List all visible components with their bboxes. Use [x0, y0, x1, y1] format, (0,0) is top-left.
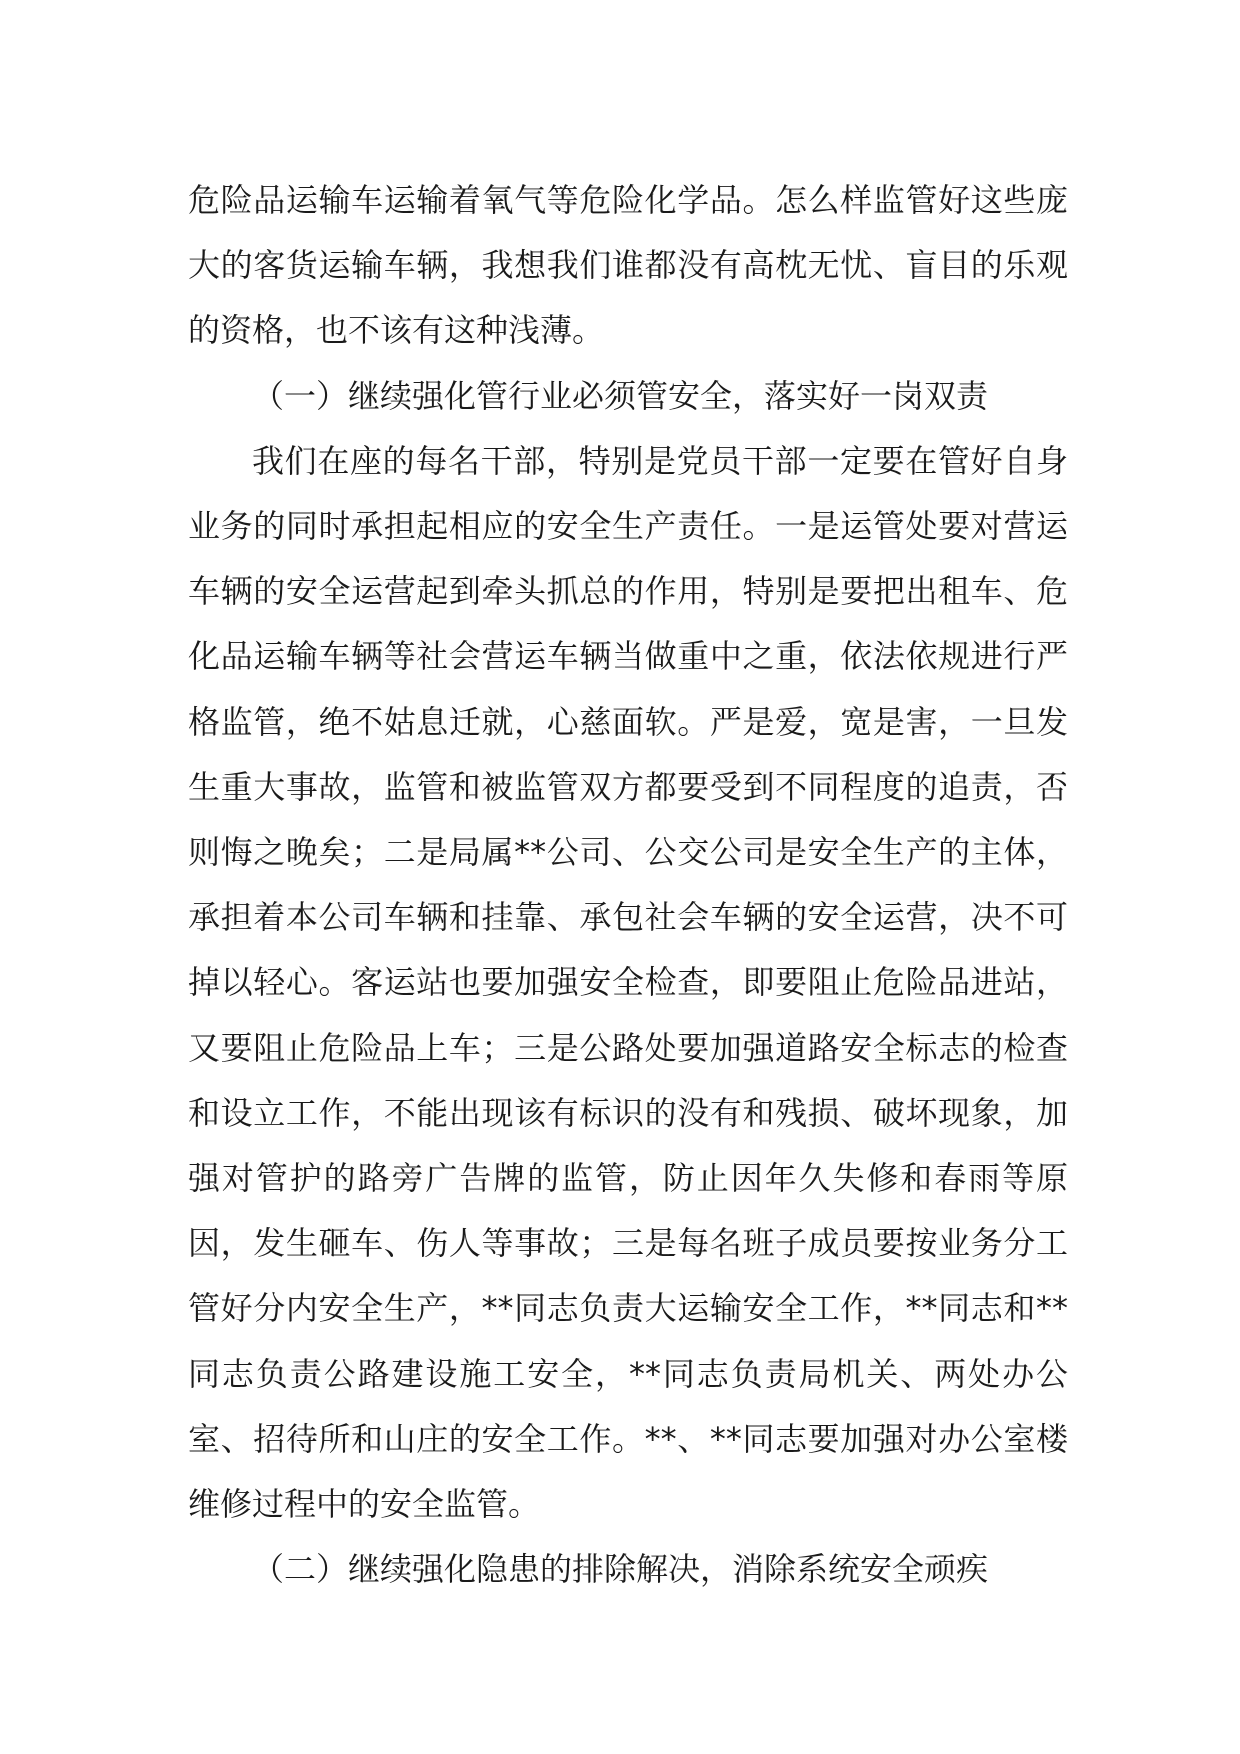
paragraph-section-1-body: 我们在座的每名干部，特别是党员干部一定要在管好自身业务的同时承担起相应的安全生产责任。一是运管处要对营运车辆的安全运营起到牵头抓总的作用，特别是要把出租车、危化品运输车辆等社会营运车辆当做重中之重，依法依规进行严格监管，绝不姑息迁就，心慈面软。严是爱，宽是害，一旦发生重大事故，监管和被监管双方都要受到不同程度的追责，否则悔之晚矣；二是局属**公司、公交公司是安全生产的主体，承担着本公司车辆和挂靠、承包社会车辆的安全运营，决不可掉以轻心。客运站也要加强安全检查，即要阻止危险品进站，又要阻止危险品上车；三是公路处要加强道路安全标志的检查和设立工作，不能出现该有标识的没有和残损、破坏现象，加强对管护的路旁广告牌的监管，防止因年久失修和春雨等原因，发生砸车、伤人等事故；三是每名班子成员要按业务分工管好分内安全生产，**同志负责大运输安全工作，**同志和**同志负责公路建设施工安全，**同志负责局机关、两处办公室、招待所和山庄的安全工作。**、**同志要加强对办公室楼维修过程中的安全监管。	[188, 441, 1068, 1524]
section-heading-2: （二）继续强化隐患的排除解决，消除系统安全顽疾	[252, 1550, 989, 1589]
document-body	[188, 168, 1068, 1602]
section-heading-1: （一）继续强化管行业必须管安全，落实好一岗双责	[252, 376, 989, 415]
paragraph-intro: 危险品运输车运输着氧气等危险化学品。怎么样监管好这些庞大的客货运输车辆，我想我们谁都没有高枕无忧、盲目的乐观的资格，也不该有这种浅薄。	[188, 181, 1068, 350]
